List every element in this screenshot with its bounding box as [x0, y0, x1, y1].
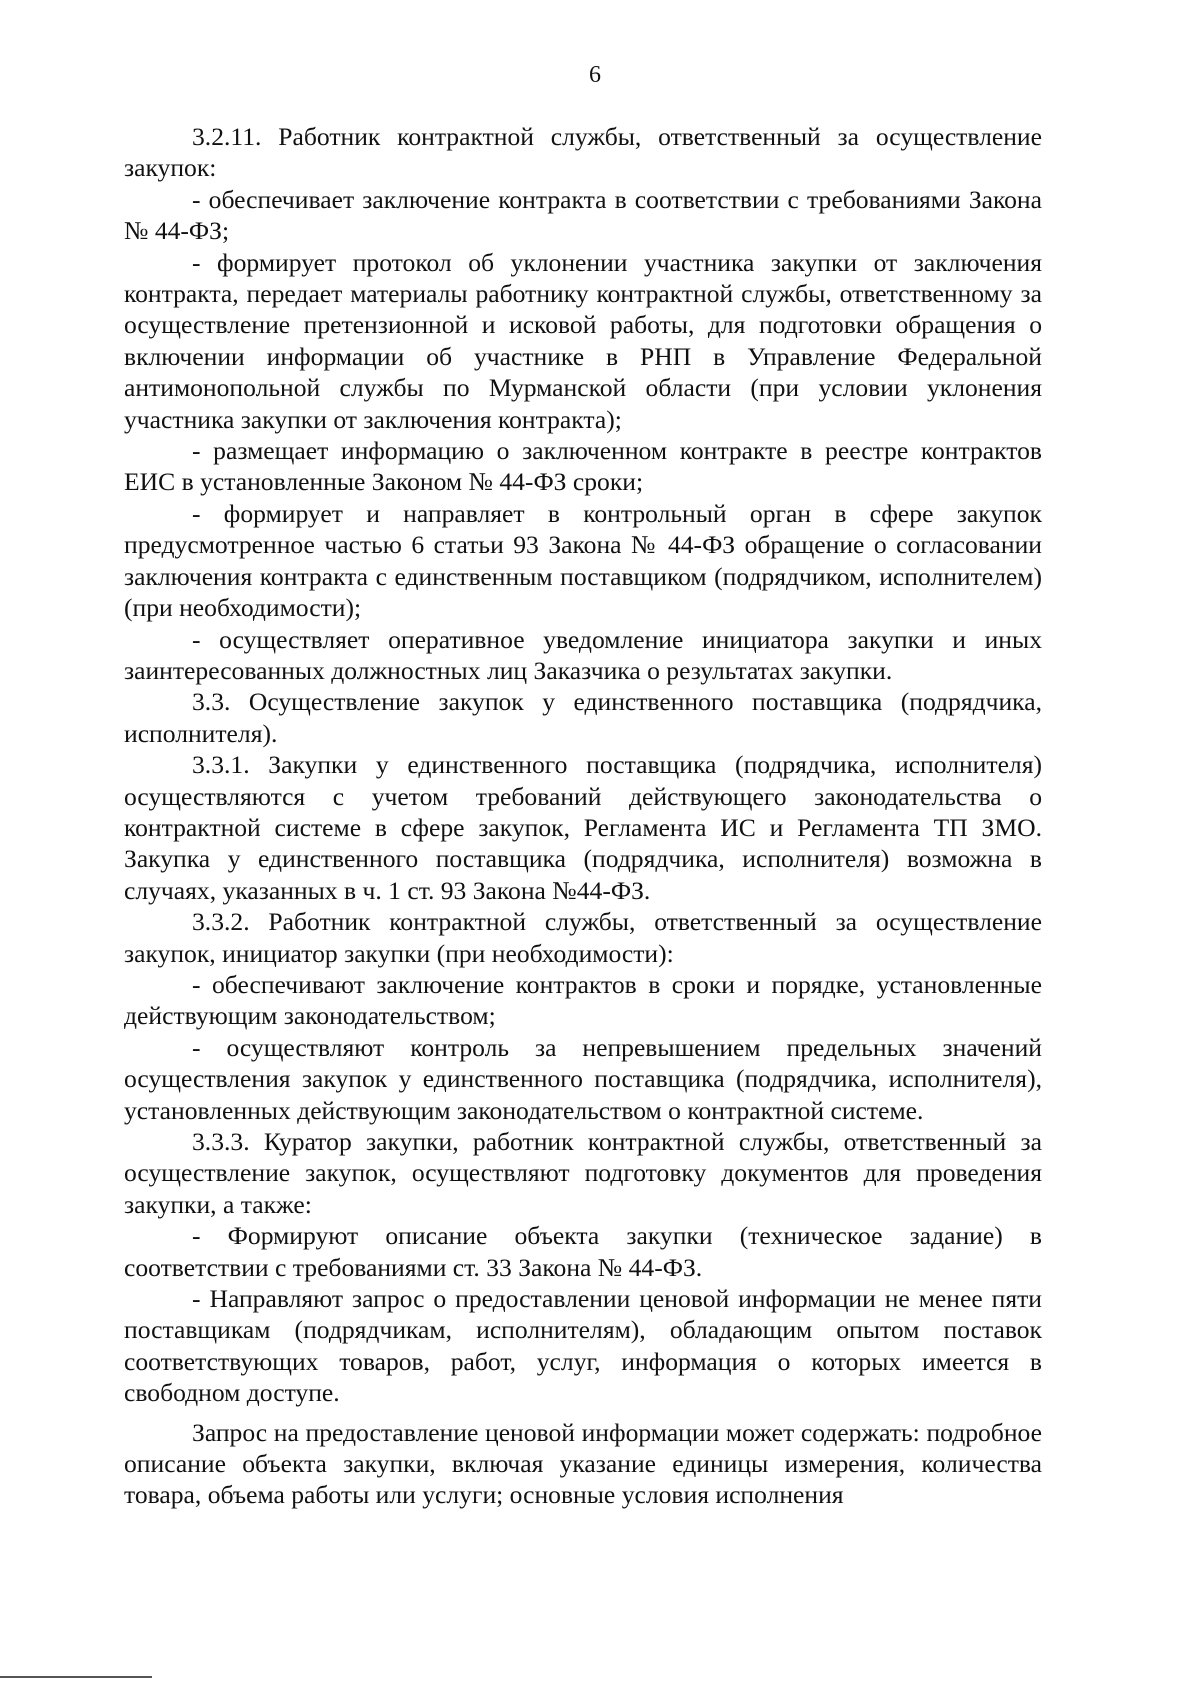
- paragraph-price-request: Запрос на предоставление ценовой информации может содержать: подробное описание объекта закупки, включая указание единицы измерения, количества товара, объема работы или услуги; основные условия исполнения: [124, 1417, 1042, 1510]
- paragraph-3-3-1: 3.3.1. Закупки у единственного поставщика (подрядчика, исполнителя) осуществляются с учетом требований действующего законодательства о контрактной системе в сфере закупок, Регламента ИС и Регламента ТП ЗМО. Закупка у единственного поставщика (подрядчика, исполнителя) возможна в случаях, указанных в ч. 1 ст. 93 Закона №44-ФЗ.: [124, 750, 1042, 905]
- paragraph-item: - формирует и направляет в контрольный орган в сфере закупок предусмотренное частью 6 статьи 93 Закона № 44-ФЗ обращение о согласовании заключения контракта с единственным поставщиком (подрядчиком, исполнителем) (при необходимости);: [124, 498, 1042, 623]
- paragraph-item: - обеспечивает заключение контракта в соответствии с требованиями Закона № 44-ФЗ;: [124, 184, 1042, 246]
- paragraph-item: - обеспечивают заключение контрактов в сроки и порядке, установленные действующим законодательством;: [124, 969, 1042, 1031]
- document-body: [124, 121, 1042, 1511]
- paragraph-3-2-11: 3.2.11. Работник контрактной службы, ответственный за осуществление закупок:: [124, 122, 1042, 183]
- paragraph-item: - размещает информацию о заключенном контракте в реестре контрактов ЕИС в установленные Законом № 44-ФЗ сроки;: [124, 436, 1042, 497]
- paragraph-item: - осуществляет оперативное уведомление инициатора закупки и иных заинтересованных должностных лиц Заказчика о результатах закупки.: [124, 624, 1042, 685]
- paragraph-item: - Направляют запрос о предоставлении ценовой информации не менее пяти поставщикам (подрядчикам, исполнителям), обладающим опытом поставок соответствующих товаров, работ, услуг, информация о которых имеется в свободном доступе.: [124, 1284, 1042, 1408]
- paragraph-3-3-3: 3.3.3. Куратор закупки, работник контрактной службы, ответственный за осуществление закупок, осуществляют подготовку документов для проведения закупки, а также:: [124, 1127, 1042, 1219]
- scan-edge-line: [0, 1676, 152, 1678]
- paragraph-item: - формирует протокол об уклонении участника закупки от заключения контракта, передает материалы работнику контрактной службы, ответственному за осуществление претензионной и исковой работы, для подготовки обращения о включении информации об участнике в РНП в Управление Федеральной антимонопольной службы по Мурманской области (при условии уклонения участника закупки от заключения контракта);: [124, 247, 1042, 434]
- paragraph-3-3: 3.3. Осуществление закупок у единственного поставщика (подрядчика, исполнителя).: [124, 687, 1042, 748]
- page-number: 6: [589, 62, 601, 88]
- paragraph-item: - Формируют описание объекта закупки (техническое задание) в соответствии с требованиями ст. 33 Закона № 44-ФЗ.: [124, 1221, 1042, 1282]
- paragraph-item: - осуществляют контроль за непревышением предельных значений осуществления закупок у единственного поставщика (подрядчика, исполнителя), установленных действующим законодательством о контрактной системе.: [124, 1032, 1042, 1125]
- paragraph-3-3-2: 3.3.2. Работник контрактной службы, ответственный за осуществление закупок, инициатор закупки (при необходимости):: [124, 907, 1042, 968]
